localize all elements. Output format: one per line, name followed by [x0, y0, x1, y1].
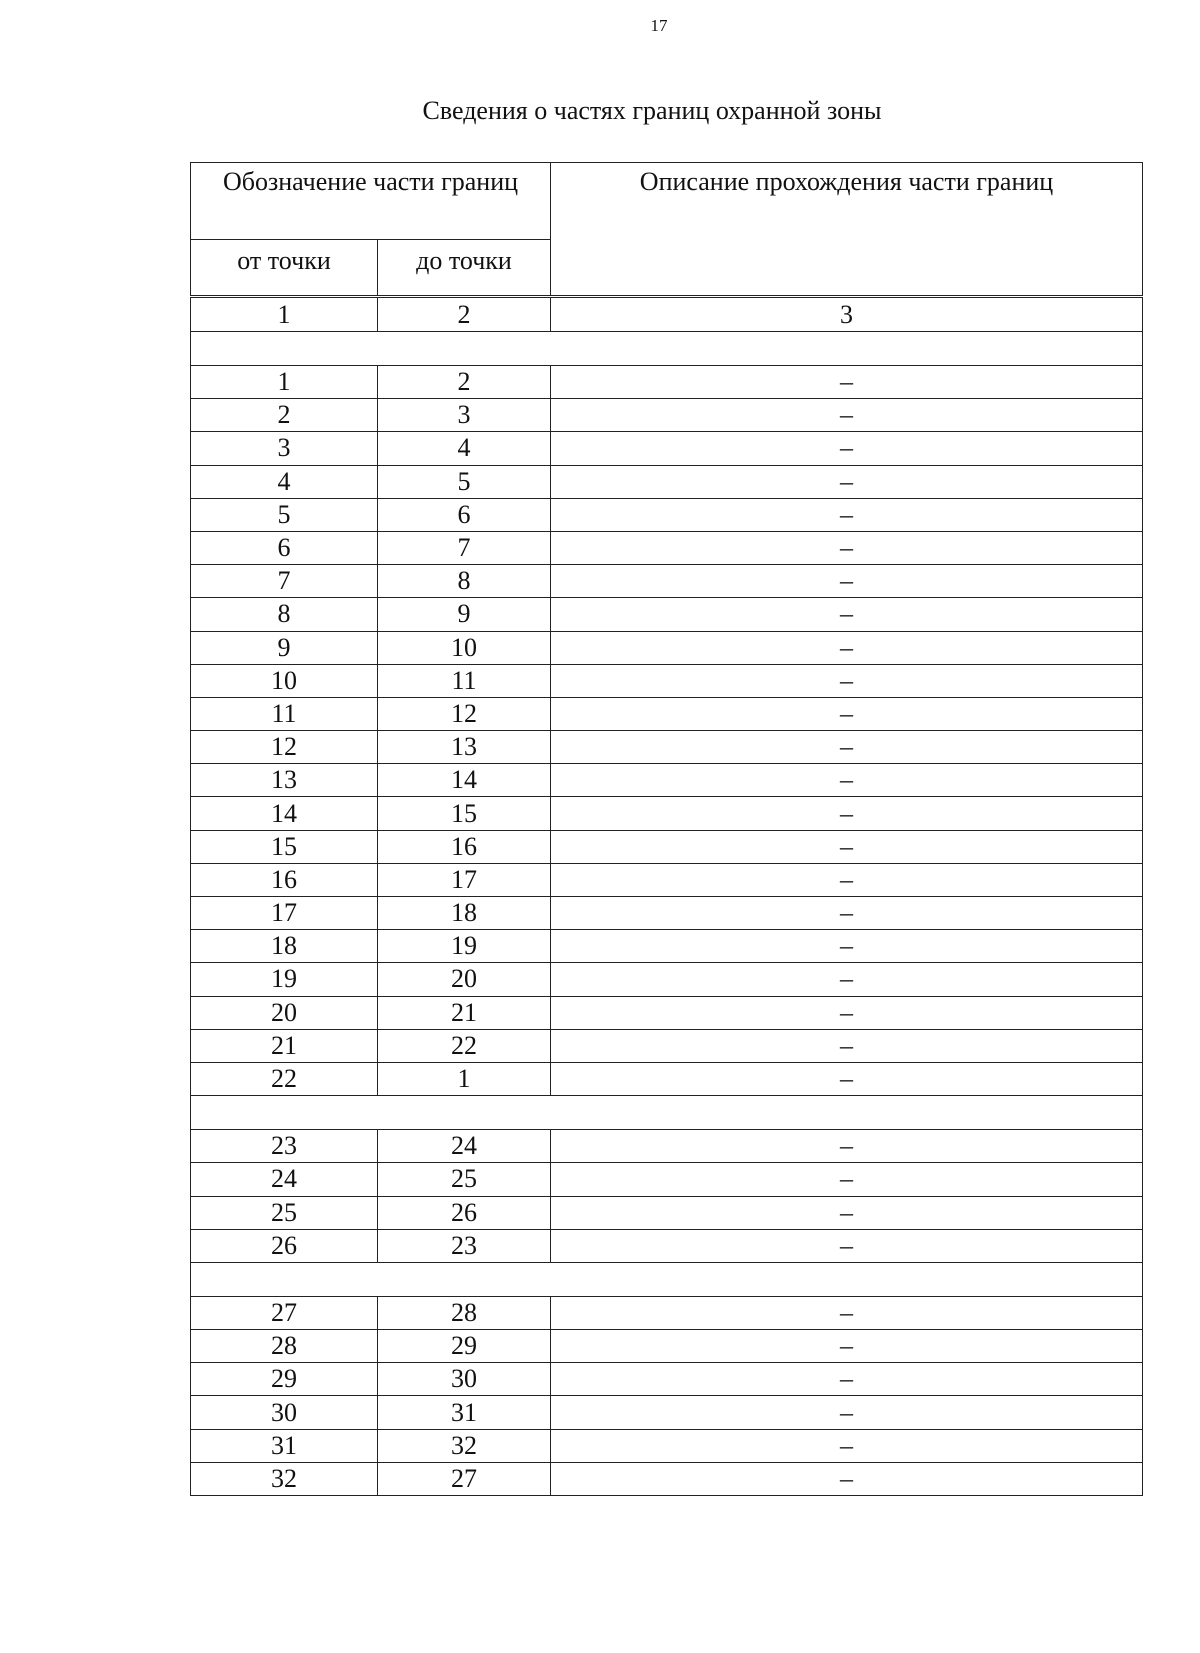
description-cell: – — [551, 1229, 1143, 1262]
table-row — [191, 1029, 1143, 1062]
boundary-parts-table — [190, 162, 1143, 1496]
description-cell: – — [551, 1130, 1143, 1163]
from-point-cell: 20 — [191, 996, 378, 1029]
to-point-cell: 2 — [378, 366, 551, 399]
from-point-cell: 15 — [191, 830, 378, 863]
from-point-cell: 29 — [191, 1363, 378, 1396]
table-row — [191, 565, 1143, 598]
table-row — [191, 764, 1143, 797]
from-point-cell: 30 — [191, 1396, 378, 1429]
table-row — [191, 1296, 1143, 1329]
from-point-cell: 14 — [191, 797, 378, 830]
from-point-cell: 3 — [191, 432, 378, 465]
table-row — [191, 366, 1143, 399]
table-row — [191, 531, 1143, 564]
description-cell: – — [551, 1163, 1143, 1196]
description-cell: – — [551, 1196, 1143, 1229]
group-separator-row — [191, 1096, 1143, 1130]
from-point-cell: 22 — [191, 1062, 378, 1095]
to-point-cell: 5 — [378, 465, 551, 498]
description-cell: – — [551, 797, 1143, 830]
to-point-cell: 1 — [378, 1062, 551, 1095]
from-point-cell: 10 — [191, 664, 378, 697]
document-title: Сведения о частях границ охранной зоны — [422, 96, 882, 125]
description-cell: – — [551, 565, 1143, 598]
description-cell: – — [551, 366, 1143, 399]
table-row — [191, 863, 1143, 896]
description-cell: – — [551, 697, 1143, 730]
description-cell: – — [551, 498, 1143, 531]
table-row — [191, 830, 1143, 863]
from-point-cell: 1 — [191, 366, 378, 399]
from-point-cell: 23 — [191, 1130, 378, 1163]
from-point-cell: 8 — [191, 598, 378, 631]
description-cell: – — [551, 432, 1143, 465]
description-cell: – — [551, 1396, 1143, 1429]
to-point-cell: 4 — [378, 432, 551, 465]
from-point-cell: 11 — [191, 697, 378, 730]
from-point-cell: 16 — [191, 863, 378, 896]
table-row — [191, 598, 1143, 631]
table-row — [191, 498, 1143, 531]
to-point-cell: 18 — [378, 897, 551, 930]
to-point-cell: 7 — [378, 531, 551, 564]
to-point-cell: 10 — [378, 631, 551, 664]
to-point-cell: 29 — [378, 1330, 551, 1363]
to-point-cell: 8 — [378, 565, 551, 598]
description-cell: – — [551, 897, 1143, 930]
from-point-cell: 12 — [191, 731, 378, 764]
header-to-point: до точки — [378, 240, 551, 297]
description-cell: – — [551, 996, 1143, 1029]
description-cell: – — [551, 1029, 1143, 1062]
table-row — [191, 1462, 1143, 1495]
description-cell: – — [551, 598, 1143, 631]
to-point-cell: 12 — [378, 697, 551, 730]
from-point-cell: 13 — [191, 764, 378, 797]
to-point-cell: 3 — [378, 399, 551, 432]
to-point-cell: 31 — [378, 1396, 551, 1429]
page-number: 17 — [650, 16, 668, 35]
from-point-cell: 18 — [191, 930, 378, 963]
description-cell: – — [551, 1363, 1143, 1396]
table-row — [191, 1229, 1143, 1262]
to-point-cell: 23 — [378, 1229, 551, 1262]
table-row — [191, 465, 1143, 498]
description-cell: – — [551, 531, 1143, 564]
to-point-cell: 9 — [378, 598, 551, 631]
description-cell: – — [551, 664, 1143, 697]
from-point-cell: 28 — [191, 1330, 378, 1363]
to-point-cell: 24 — [378, 1130, 551, 1163]
from-point-cell: 24 — [191, 1163, 378, 1196]
column-number: 3 — [551, 297, 1143, 332]
table-row — [191, 1363, 1143, 1396]
header-designation: Обозначение части границ — [191, 163, 551, 240]
to-point-cell: 17 — [378, 863, 551, 896]
table-row — [191, 731, 1143, 764]
column-number-row — [191, 297, 1143, 332]
table-row — [191, 1130, 1143, 1163]
description-cell: – — [551, 1296, 1143, 1329]
from-point-cell: 17 — [191, 897, 378, 930]
table-row — [191, 1196, 1143, 1229]
table-row — [191, 963, 1143, 996]
from-point-cell: 21 — [191, 1029, 378, 1062]
from-point-cell: 4 — [191, 465, 378, 498]
to-point-cell: 28 — [378, 1296, 551, 1329]
to-point-cell: 13 — [378, 731, 551, 764]
to-point-cell: 25 — [378, 1163, 551, 1196]
description-cell: – — [551, 863, 1143, 896]
to-point-cell: 11 — [378, 664, 551, 697]
group-separator-row — [191, 332, 1143, 366]
to-point-cell: 14 — [378, 764, 551, 797]
column-number: 2 — [378, 297, 551, 332]
table-row — [191, 996, 1143, 1029]
description-cell: – — [551, 963, 1143, 996]
from-point-cell: 27 — [191, 1296, 378, 1329]
to-point-cell: 30 — [378, 1363, 551, 1396]
description-cell: – — [551, 631, 1143, 664]
description-cell: – — [551, 399, 1143, 432]
table-row — [191, 1330, 1143, 1363]
from-point-cell: 7 — [191, 565, 378, 598]
from-point-cell: 6 — [191, 531, 378, 564]
table-row — [191, 697, 1143, 730]
table-row — [191, 664, 1143, 697]
group-separator-cell — [191, 332, 1143, 366]
to-point-cell: 22 — [378, 1029, 551, 1062]
table-row — [191, 631, 1143, 664]
table-row — [191, 1396, 1143, 1429]
table-row — [191, 897, 1143, 930]
to-point-cell: 16 — [378, 830, 551, 863]
from-point-cell: 32 — [191, 1462, 378, 1495]
description-cell: – — [551, 1062, 1143, 1095]
table-row — [191, 1429, 1143, 1462]
column-number: 1 — [191, 297, 378, 332]
description-cell: – — [551, 830, 1143, 863]
table-row — [191, 432, 1143, 465]
from-point-cell: 25 — [191, 1196, 378, 1229]
description-cell: – — [551, 1429, 1143, 1462]
to-point-cell: 15 — [378, 797, 551, 830]
header-from-point: от точки — [191, 240, 378, 297]
from-point-cell: 9 — [191, 631, 378, 664]
from-point-cell: 2 — [191, 399, 378, 432]
group-separator-cell — [191, 1262, 1143, 1296]
to-point-cell: 26 — [378, 1196, 551, 1229]
description-cell: – — [551, 1462, 1143, 1495]
table-row — [191, 1062, 1143, 1095]
from-point-cell: 19 — [191, 963, 378, 996]
from-point-cell: 26 — [191, 1229, 378, 1262]
description-cell: – — [551, 1330, 1143, 1363]
description-cell: – — [551, 731, 1143, 764]
group-separator-row — [191, 1262, 1143, 1296]
table-row — [191, 797, 1143, 830]
from-point-cell: 5 — [191, 498, 378, 531]
table-row — [191, 1163, 1143, 1196]
group-separator-cell — [191, 1096, 1143, 1130]
table-header-row — [191, 163, 1143, 240]
from-point-cell: 31 — [191, 1429, 378, 1462]
description-cell: – — [551, 930, 1143, 963]
header-description: Описание прохождения части границ — [551, 163, 1143, 297]
to-point-cell: 19 — [378, 930, 551, 963]
to-point-cell: 21 — [378, 996, 551, 1029]
to-point-cell: 20 — [378, 963, 551, 996]
description-cell: – — [551, 465, 1143, 498]
to-point-cell: 32 — [378, 1429, 551, 1462]
to-point-cell: 27 — [378, 1462, 551, 1495]
table-row — [191, 930, 1143, 963]
table-row — [191, 399, 1143, 432]
to-point-cell: 6 — [378, 498, 551, 531]
description-cell: – — [551, 764, 1143, 797]
